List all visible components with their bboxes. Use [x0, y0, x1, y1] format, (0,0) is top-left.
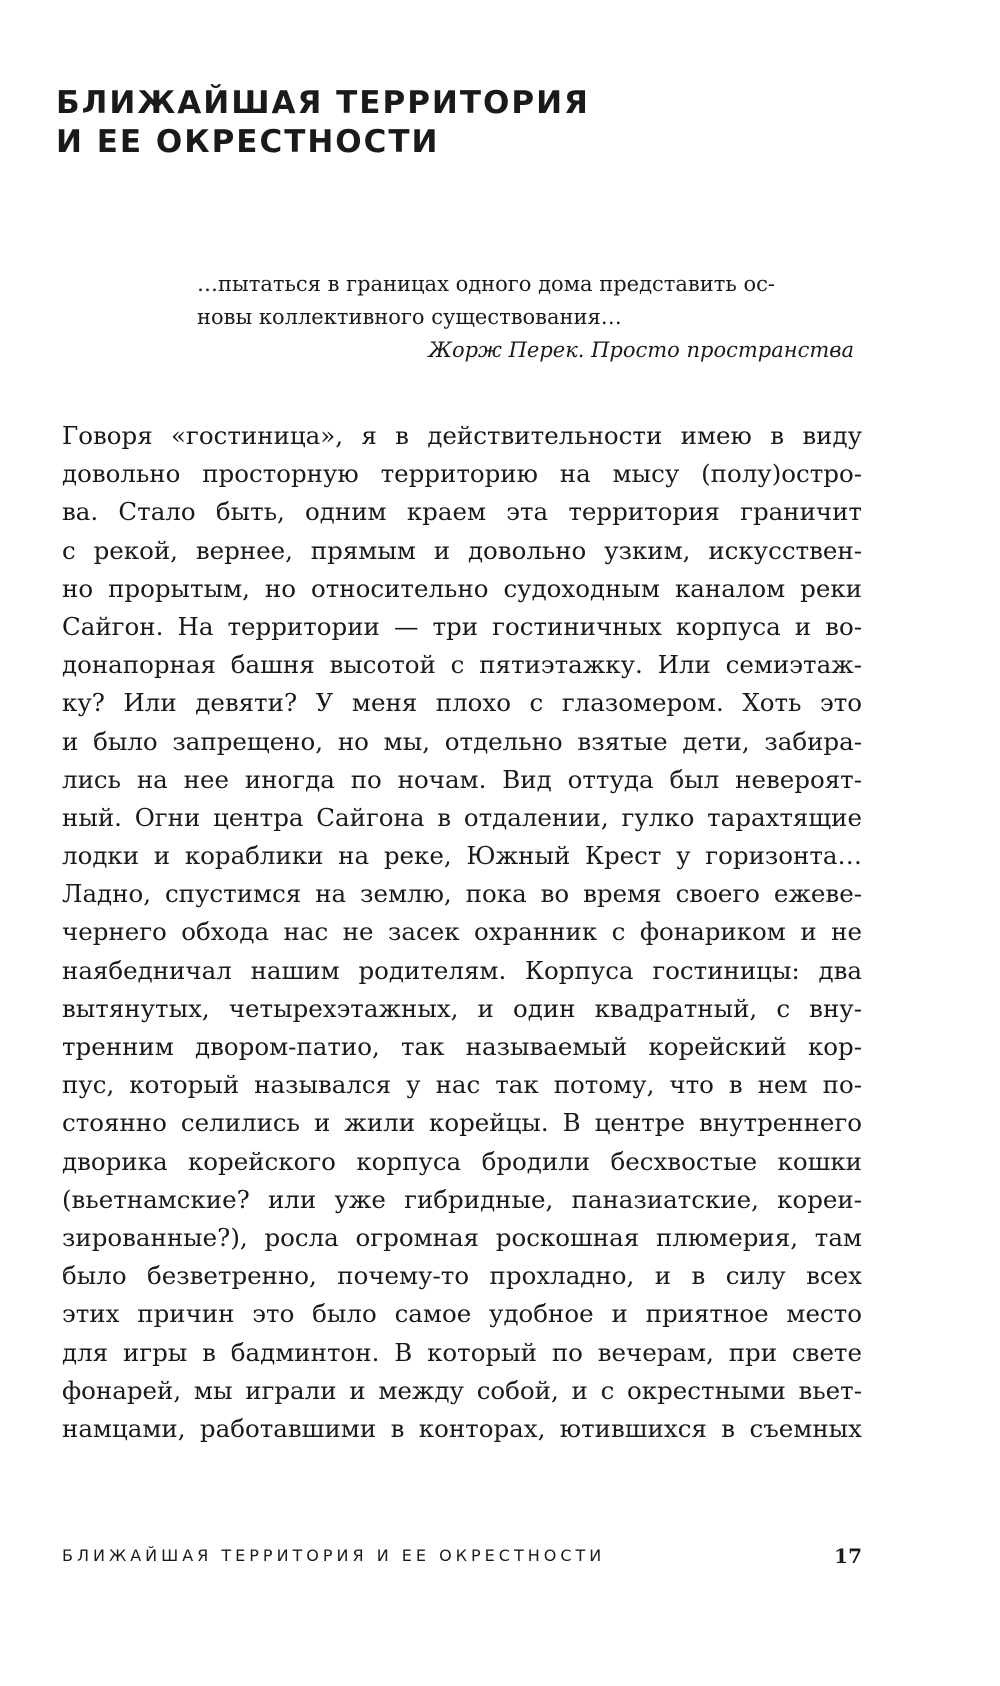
- epigraph-attribution: Жорж Перек. Просто пространства: [428, 338, 854, 362]
- text-line: тренним двором-патио, так называемый корейский кор-: [62, 1032, 862, 1061]
- text-line: ва. Стало быть, одним краем эта территория граничит: [62, 497, 862, 527]
- text-line: донапорная башня высотой с пятиэтажку. Или семиэтаж-: [62, 650, 862, 680]
- text-line: с рекой, вернее, прямым и довольно узким, искусствен-: [62, 535, 862, 565]
- text-line: Ладно, спустимся на землю, пока во время своего ежеве-: [62, 879, 862, 909]
- text-line: ку? Или девяти? У меня плохо с глазомером. Хоть это: [62, 688, 862, 718]
- text-line: лись на нее иногда по ночам. Вид оттуда был невероят-: [62, 764, 862, 794]
- text-line: этих причин это было самое удобное и приятное место: [62, 1299, 862, 1329]
- text-line: Сайгон. На территории — три гостиничных корпуса и во-: [62, 611, 862, 641]
- text-line: довольно просторную территорию на мысу (полу)остро-: [62, 459, 862, 489]
- chapter-heading: [56, 84, 856, 162]
- body-paragraph: [62, 417, 862, 1448]
- text-line: фонарей, мы играли и между собой, и с окрестными вьет-: [62, 1375, 862, 1405]
- text-line: лодки и кораблики на реке, Южный Крест у горизонта…: [62, 841, 862, 871]
- text-line: ный. Огни центра Сайгона в отдалении, гулко тарахтящие: [62, 802, 862, 832]
- epigraph-line-1: …пытаться в границах одного дома представить ос-: [197, 272, 775, 296]
- text-line: пус, который назывался у нас так потому, что в нем по-: [62, 1070, 862, 1100]
- epigraph: [197, 268, 854, 367]
- text-line: (вьетнамские? или уже гибридные, паназиатские, кореи-: [62, 1184, 862, 1214]
- text-line: было безветренно, почему-то прохладно, и в силу всех: [62, 1261, 862, 1291]
- text-line: намцами, работавшими в конторах, ютившихся в съемных: [62, 1413, 862, 1443]
- page-number: 17: [834, 1544, 862, 1568]
- running-head: БЛИЖАЙШАЯ ТЕРРИТОРИЯ И ЕЕ ОКРЕСТНОСТИ: [62, 1546, 606, 1565]
- text-line: наябедничал нашим родителям. Корпуса гостиницы: два: [62, 955, 862, 985]
- text-line: чернего обхода нас не засек охранник с фонариком и не: [62, 917, 862, 947]
- epigraph-line-2: новы коллективного существования…: [197, 305, 622, 329]
- text-line: дворика корейского корпуса бродили бесхвостые кошки: [62, 1146, 862, 1176]
- text-line: Говоря «гостиница», я в действительности имею в виду: [62, 421, 862, 450]
- page-footer: [62, 1546, 862, 1570]
- text-line: вытянутых, четырехэтажных, и один квадратный, с вну-: [62, 993, 862, 1023]
- chapter-heading-line-1: БЛИЖАЙШАЯ ТЕРРИТОРИЯ: [56, 85, 590, 121]
- text-line: но прорытым, но относительно судоходным каналом реки: [62, 573, 862, 603]
- text-line: зированные?), росла огромная роскошная плюмерия, там: [62, 1222, 862, 1252]
- text-line: стоянно селились и жили корейцы. В центре внутреннего: [62, 1108, 862, 1138]
- text-line: и было запрещено, но мы, отдельно взятые дети, забира-: [62, 726, 862, 756]
- text-line: для игры в бадминтон. В который по вечерам, при свете: [62, 1337, 862, 1367]
- chapter-heading-line-2: И ЕЕ ОКРЕСТНОСТИ: [56, 124, 440, 160]
